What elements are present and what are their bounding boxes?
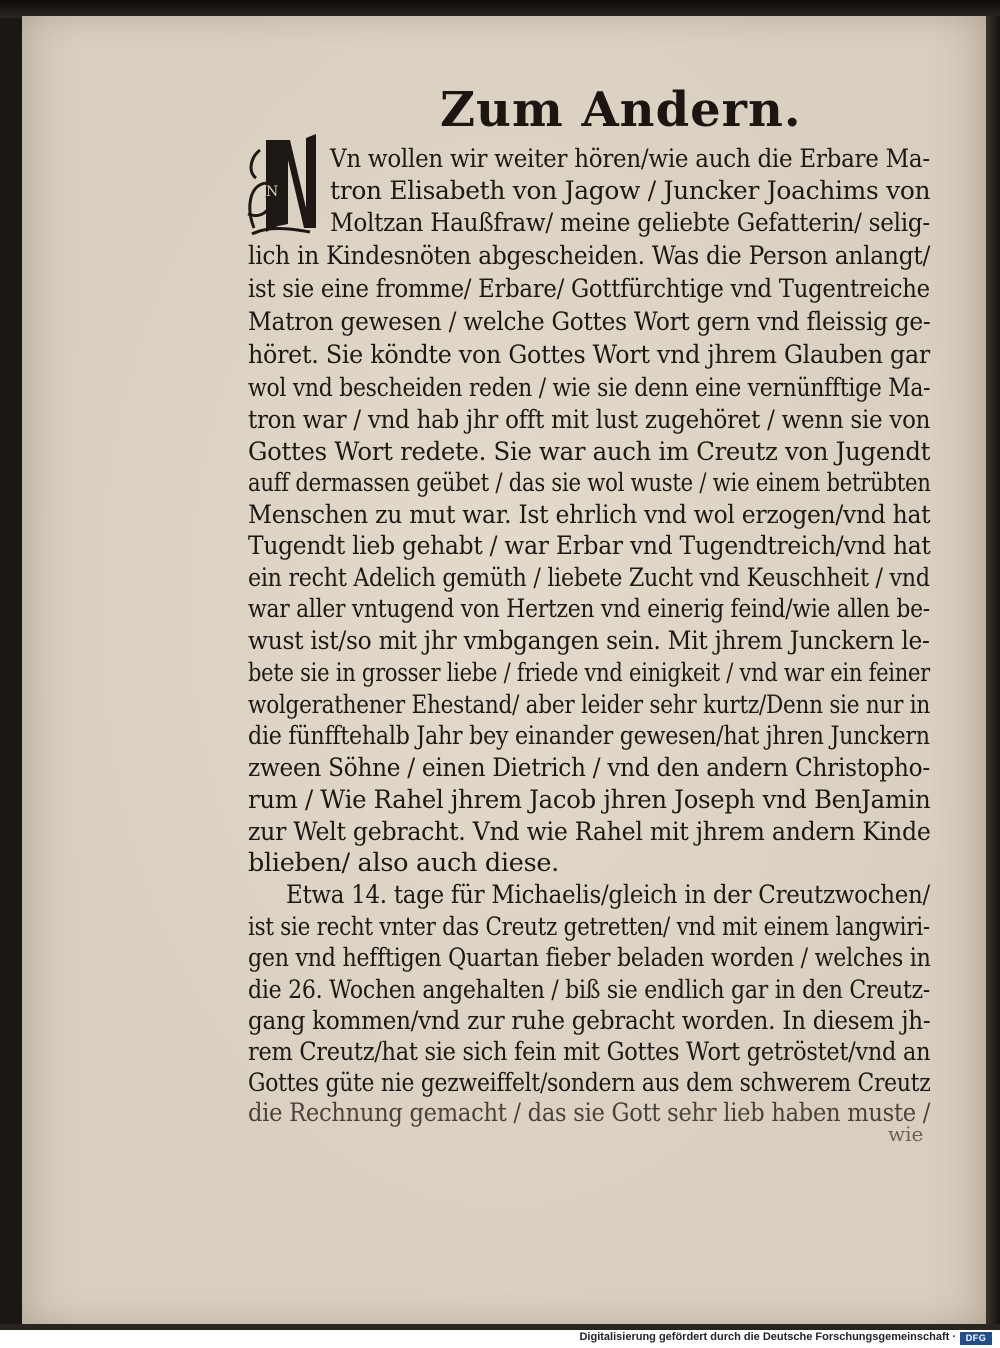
- text-line-26: gen vnd hefftigen Quartan fieber beladen worden / welches in: [248, 943, 931, 973]
- text-line-2: tron Elisabeth von Jagow / Juncker Joachims von: [330, 176, 931, 206]
- text-line-8: wol vnd bescheiden reden / wie sie denn eine vernünfftige Ma-: [248, 373, 931, 403]
- text-line-3: Moltzan Haußfraw/ meine geliebte Gefatterin/ selig-: [330, 208, 930, 238]
- page-right-edge: [986, 16, 1000, 1326]
- text-line-29: rem Creutz/hat sie sich fein mit Gottes Wort getröstet/vnd an: [248, 1037, 931, 1067]
- text-line-28: gang kommen/vnd zur ruhe gebracht worden. In diesem jh-: [248, 1006, 931, 1036]
- text-line-21: rum / Wie Rahel jhrem Jacob jhren Joseph vnd BenJamin: [248, 785, 931, 815]
- catchword: wie: [888, 1122, 924, 1146]
- text-line-9: tron war / vnd hab jhr offt mit lust zugehöret / wenn sie von: [248, 405, 931, 435]
- text-line-24: Etwa 14. tage für Michaelis/gleich in der Creutzwochen/: [286, 880, 931, 910]
- chapter-heading: Zum Andern.: [440, 82, 802, 138]
- text-line-13: Tugendt lieb gehabt / war Erbar vnd Tugendtreich/vnd hat: [248, 531, 931, 561]
- text-line-20: zween Söhne / einen Dietrich / vnd den andern Christopho-: [248, 753, 930, 783]
- text-line-23: blieben/ also auch diese.: [248, 848, 559, 878]
- text-line-15: war aller vntugend von Hertzen vnd einerig feind/wie allen be-: [248, 594, 930, 624]
- decorated-initial-n: [244, 128, 322, 240]
- text-line-5: ist sie eine fromme/ Erbare/ Gottfürchtige vnd Tugentreiche: [248, 274, 930, 304]
- text-line-25: ist sie recht vnter das Creutz getretten/ vnd mit einem langwiri-: [248, 912, 930, 942]
- text-line-22: zur Welt gebracht. Vnd wie Rahel mit jhrem andern Kinde: [248, 817, 931, 847]
- text-line-31: die Rechnung gemacht / das sie Gott sehr lieb haben muste /: [248, 1098, 931, 1128]
- dropcap-letter: N: [266, 184, 279, 200]
- text-line-6: Matron gewesen / welche Gottes Wort gern vnd fleissig ge-: [248, 307, 931, 337]
- funding-credit: Digitalisierung gefördert durch die Deutsche Forschungsgemeinschaft ·: [579, 1331, 956, 1343]
- text-line-17: bete sie in grosser liebe / friede vnd einigkeit / vnd war ein feiner: [248, 658, 930, 688]
- text-line-1: Vn wollen wir weiter hören/wie auch die Erbare Ma-: [330, 144, 930, 174]
- text-line-11: auff dermassen geübet / das sie wol wuste / wie einem betrübten: [248, 468, 931, 498]
- text-line-30: Gottes güte nie gezweiffelt/sondern aus dem schwerem Creutz: [248, 1068, 931, 1098]
- text-line-18: wolgerathener Ehestand/ aber leider sehr kurtz/Denn sie nur in: [248, 690, 931, 720]
- text-line-10: Gottes Wort redete. Sie war auch im Creutz von Jugendt: [248, 437, 931, 467]
- text-line-19: die fünfftehalb Jahr bey einander gewesen/hat jhren Junckern: [248, 721, 930, 751]
- text-line-27: die 26. Wochen angehalten / biß sie endlich gar in den Creutz-: [248, 975, 930, 1005]
- text-line-7: höret. Sie köndte von Gottes Wort vnd jhrem Glauben gar: [248, 340, 930, 370]
- text-line-4: lich in Kindesnöten abgescheiden. Was die Person anlangt/: [248, 241, 931, 271]
- dropcap-ornament-icon: [244, 128, 322, 240]
- dfg-logo-icon: DFG: [960, 1332, 992, 1345]
- text-line-16: wust ist/so mit jhr vmbgangen sein. Mit jhrem Junckern le-: [248, 626, 930, 656]
- text-line-14: ein recht Adelich gemüth / liebete Zucht vnd Keuschheit / vnd: [248, 563, 930, 593]
- text-line-12: Menschen zu mut war. Ist ehrlich vnd wol erzogen/vnd hat: [248, 500, 931, 530]
